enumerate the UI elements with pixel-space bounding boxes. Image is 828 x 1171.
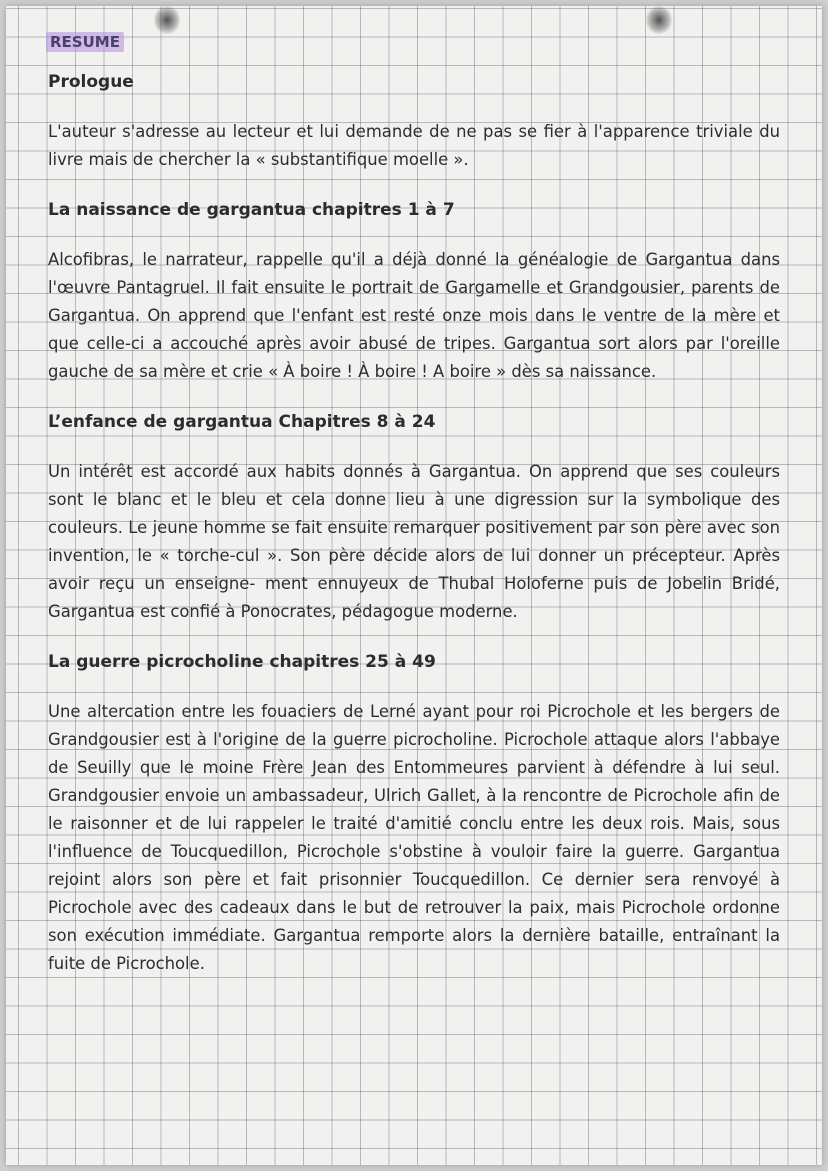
resume-highlight-label: RESUME [46,32,124,52]
resume-tag [48,32,780,52]
section-title-enfance: L’enfance de gargantua Chapitres 8 à 24 [48,412,436,432]
section-text-prologue: L'auteur s'adresse au lecteur et lui demande de ne pas se fier à l'apparence triviale du livre mais de chercher la « substantifique moelle ». [48,122,780,169]
binder-clip-right [646,6,672,34]
section-text-naissance: Alcofibras, le narrateur, rappelle qu'il a déjà donné la généalogie de Gargantua dans l'œuvre Pantagruel. Il fait ensuite le portrait de Gargamelle et Grandgousier, parents de Gargantua. On apprend que l'enfant est resté onze mois dans le ventre de la mère et que celle-ci a accouché après avoir abusé de tripes. Gargantua sort alors par l'oreille gauche de sa mère et crie « À boire ! À boire ! A boire » dès sa naissance. [48,250,780,381]
document-body [48,32,780,978]
section-title-guerre: La guerre picrocholine chapitres 25 à 49 [48,652,436,672]
section-title-prologue: Prologue [48,72,134,92]
grid-paper-page [6,6,822,1165]
binder-clip-left [154,6,180,34]
section-text-guerre: Une altercation entre les fouaciers de Lerné ayant pour roi Picrochole et les bergers de Grandgousier est à l'origine de la guerre picrocholine. Picrochole attaque alors l'abbaye de Seuilly que le moine Frère Jean des Entommeures parvient à défendre à lui seul. Grandgousier envoie un ambassadeur, Ulrich Gallet, à la rencontre de Picrochole afin de le raisonner et de lui rappeler le traité d'amitié conclu entre les deux rois. Mais, sous l'influence de Toucquedillon, Picrochole s'obstine à vouloir faire la guerre. Gargantua rejoint alors son père et fait prisonnier Toucquedillon. Ce dernier sera renvoyé à Picrochole avec des cadeaux dans le but de retrouver la paix, mais Picrochole ordonne son exécution immédiate. Gargantua remporte alors la dernière bataille, entraînant la fuite de Picrochole. [48,702,780,973]
section-title-naissance: La naissance de gargantua chapitres 1 à 7 [48,200,455,220]
section-text-enfance: Un intérêt est accordé aux habits donnés à Gargantua. On apprend que ses couleurs sont le blanc et le bleu et cela donne lieu à une digression sur la symbolique des couleurs. Le jeune homme se fait ensuite remarquer positivement par son père avec son invention, le « torche-cul ». Son père décide alors de lui donner un précepteur. Après avoir reçu un enseigne- ment ennuyeux de Thubal Holoferne puis de Jobelin Bridé, Gargantua est confié à Ponocrates, pédagogue moderne. [48,462,780,621]
